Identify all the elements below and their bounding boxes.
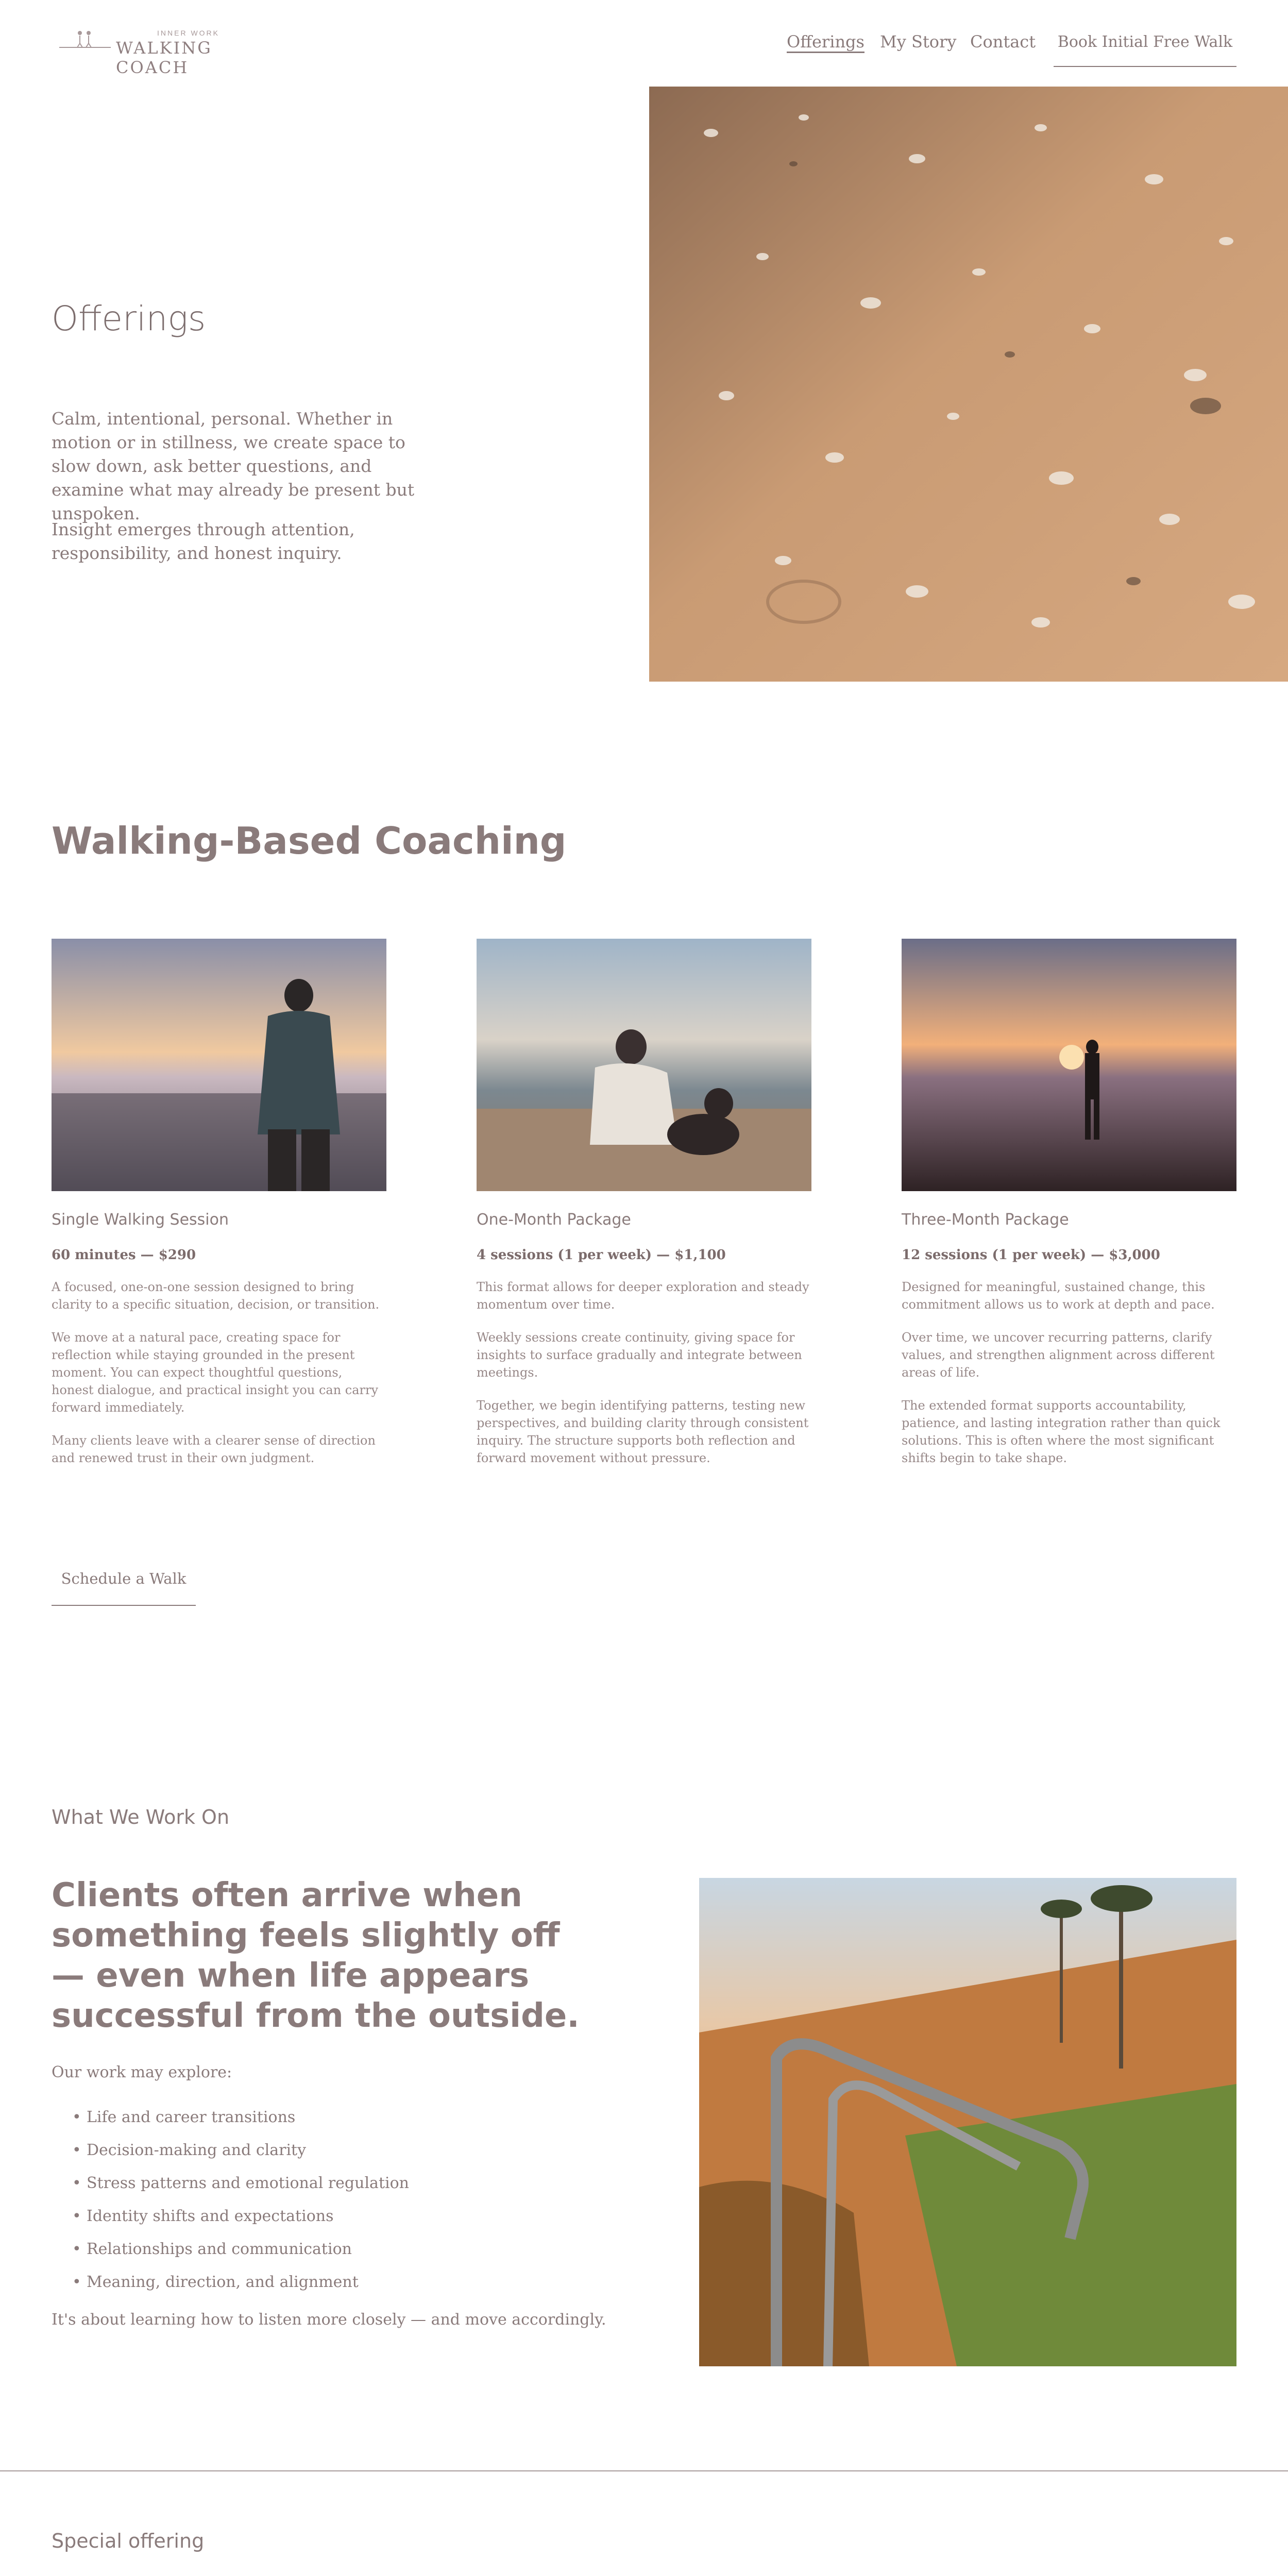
logo-wordmark: WALKING COACH [116, 38, 212, 77]
offering-description: This format allows for deeper exploration and steady momentum over time. [477, 1280, 809, 1312]
sand-and-shells-image [649, 87, 1288, 682]
beach-sitting-dog-image [477, 939, 811, 1191]
logo-tagline: INNER WORK [157, 29, 219, 37]
hero-subtext: Insight emerges through attention, responsibility, and honest inquiry. [52, 519, 355, 563]
nav-contact[interactable]: Contact [970, 32, 1036, 52]
offering-name: Three-Month Package [902, 1211, 1069, 1229]
offering-description: Weekly sessions create continuity, giving space for insights to surface gradually and integrate between meetings. [477, 1330, 802, 1380]
offering-description: Together, we begin identifying patterns, testing new perspectives, and building clarity through consistent inquiry. The structure supports both reflection and forward movement without pressure. [477, 1398, 809, 1465]
work-section-label: What We Work On [52, 1806, 230, 1828]
offering-description: Over time, we uncover recurring patterns, clarify values, and strengthen alignment across different areas of life. [902, 1330, 1215, 1380]
walking-figures-icon [57, 27, 113, 56]
work-topics-list [72, 2101, 409, 2299]
section-divider [0, 2470, 1288, 2471]
list-item: • Life and career transitions [72, 2101, 409, 2134]
list-item: • Decision-making and clarity [72, 2134, 409, 2167]
offering-description: Designed for meaningful, sustained change, this commitment allows us to work at depth and pace. [902, 1280, 1215, 1312]
offering-card-single [52, 939, 386, 1467]
book-initial-walk-button[interactable]: Book Initial Free Walk [1054, 30, 1236, 67]
offering-price: 12 sessions (1 per week) — $3,000 [902, 1247, 1160, 1263]
list-item: • Stress patterns and emotional regulation [72, 2167, 409, 2200]
list-item: • Relationships and communication [72, 2233, 409, 2266]
offering-card-one-month [477, 939, 811, 1467]
offering-name: Single Walking Session [52, 1211, 229, 1229]
special-offering-label: Special offering [52, 2530, 205, 2552]
offering-description: We move at a natural pace, creating space for reflection while staying grounded in the present moment. You can expect thoughtful questions, honest dialogue, and practical insight you can carry forward immediately. [52, 1330, 379, 1415]
offering-description: The extended format supports accountability, patience, and lasting integration rather than quick solutions. This is often where the most significant shifts begin to take shape. [902, 1398, 1221, 1465]
site-logo[interactable] [57, 27, 273, 77]
nav-my-story[interactable]: My Story [880, 32, 957, 52]
offering-name: One-Month Package [477, 1211, 631, 1229]
list-item: • Identity shifts and expectations [72, 2200, 409, 2233]
work-outro: It's about learning how to listen more closely — and move accordingly. [52, 2311, 606, 2329]
offering-price: 4 sessions (1 per week) — $1,100 [477, 1247, 726, 1263]
list-item: • Meaning, direction, and alignment [72, 2266, 409, 2299]
schedule-walk-button[interactable]: Schedule a Walk [52, 1564, 196, 1606]
offering-description: Many clients leave with a clearer sense of direction and renewed trust in their own judgment. [52, 1433, 376, 1465]
beach-silhouette-sunset-image [902, 939, 1236, 1191]
walking-coaching-heading: Walking-Based Coaching [52, 819, 567, 862]
site-header [0, 0, 1288, 88]
hero-intro: Calm, intentional, personal. Whether in motion or in stillness, we create space to slow down, ask better questions, and examine what may already be present but unspoken. [52, 409, 415, 523]
offering-price: 60 minutes — $290 [52, 1247, 196, 1263]
work-intro: Our work may explore: [52, 2063, 232, 2081]
work-headline: Clients often arrive when something feels slightly off — even when life appears successful from the outside. [52, 1876, 580, 2035]
offering-card-three-month [902, 939, 1236, 1467]
nav-offerings[interactable]: Offerings [787, 32, 865, 52]
beach-walker-sunset-image [52, 939, 386, 1191]
coastal-stairs-railing-image [699, 1878, 1236, 2366]
page-title: Offerings [52, 299, 206, 338]
offering-description: A focused, one-on-one session designed to bring clarity to a specific situation, decision, or transition. [52, 1280, 380, 1312]
